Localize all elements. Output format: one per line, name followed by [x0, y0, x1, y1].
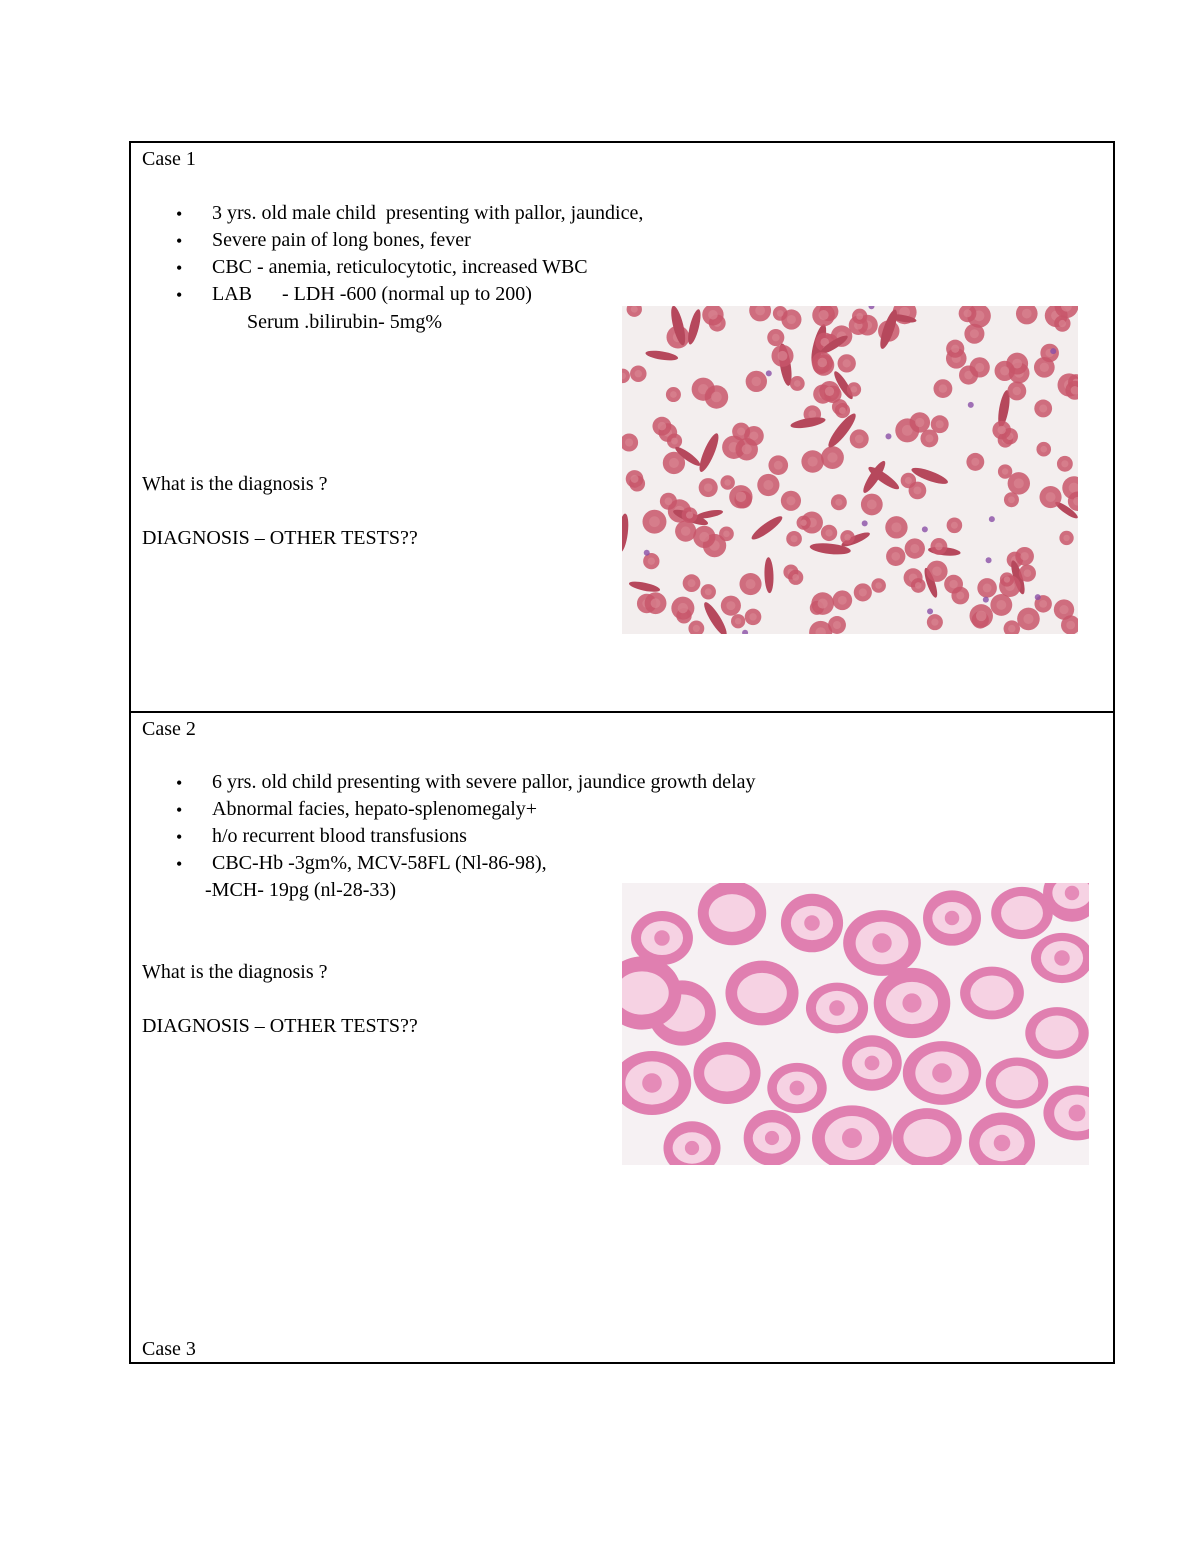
red-cell-shape	[977, 578, 997, 598]
red-cell-shape	[667, 433, 682, 448]
case-1-question: What is the diagnosis ?	[142, 473, 328, 495]
bullet-icon: •	[176, 285, 183, 305]
red-cell-shape	[926, 561, 947, 582]
blood-smear-image-1	[622, 306, 1078, 634]
red-cell-shape	[699, 478, 718, 497]
case-2-followup: DIAGNOSIS – OTHER TESTS??	[142, 1015, 418, 1037]
red-cell-shape	[812, 352, 833, 373]
red-cell-shape	[693, 526, 715, 548]
red-cell-shape	[970, 604, 993, 627]
red-cell-shape	[671, 597, 694, 620]
red-cell-shape	[1054, 315, 1070, 331]
case-1-bullet-3: CBC - anemia, reticulocytotic, increased WBC	[212, 256, 588, 278]
red-cell-shape	[675, 521, 696, 542]
bullet-icon: •	[176, 827, 183, 847]
target-cell-shape	[923, 890, 981, 945]
target-cell-shape	[874, 968, 951, 1038]
red-cell-shape	[828, 616, 846, 634]
red-cell-shape	[1034, 400, 1052, 418]
red-cell-shape	[838, 354, 856, 372]
red-cell-shape	[746, 371, 767, 392]
case-2-box	[129, 711, 1115, 1364]
red-cell-shape	[871, 578, 886, 593]
red-cell-shape	[801, 450, 824, 473]
platelet-shape	[983, 597, 989, 603]
red-cell-shape	[786, 531, 802, 547]
red-cell-shape	[1015, 547, 1034, 566]
red-cell-shape	[757, 474, 779, 496]
target-cell-shape	[1025, 1007, 1088, 1059]
red-cell-shape	[931, 415, 949, 433]
target-cell-shape	[744, 1110, 801, 1165]
platelet-shape	[968, 402, 974, 408]
red-cell-shape	[966, 453, 984, 471]
red-cell-shape	[739, 573, 761, 595]
bullet-icon: •	[176, 258, 183, 278]
red-cell-shape	[745, 609, 762, 626]
red-cell-shape	[1004, 492, 1019, 507]
platelet-shape	[927, 608, 933, 614]
target-cell-shape	[842, 1035, 901, 1090]
red-cell-shape	[781, 491, 801, 511]
platelet-shape	[989, 516, 995, 522]
red-cell-shape	[771, 345, 793, 367]
red-cell-shape	[683, 574, 701, 592]
case-2-question: What is the diagnosis ?	[142, 961, 328, 983]
case-1-title: Case 1	[142, 148, 196, 170]
red-cell-shape	[1007, 382, 1026, 401]
target-cell-shape	[767, 1063, 826, 1113]
case-1-followup: DIAGNOSIS – OTHER TESTS??	[142, 527, 418, 549]
red-cell-shape	[1054, 599, 1074, 619]
red-cell-shape	[1040, 344, 1059, 363]
platelet-shape	[1050, 348, 1056, 354]
red-cell-shape	[701, 584, 716, 599]
red-cell-shape	[642, 510, 666, 534]
red-cell-shape	[905, 538, 925, 558]
red-cell-shape	[1017, 608, 1040, 631]
red-cell-shape	[934, 379, 953, 398]
red-cell-shape	[944, 575, 963, 594]
red-cell-shape	[840, 530, 854, 544]
red-cell-shape	[660, 493, 677, 510]
red-cell-shape	[1019, 565, 1036, 582]
case-2-bullet-4: CBC-Hb -3gm%, MCV-58FL (Nl-86-98),	[212, 852, 547, 874]
red-cell-shape	[831, 494, 847, 510]
bullet-icon: •	[176, 800, 183, 820]
red-cell-shape	[773, 306, 788, 321]
red-cell-shape	[630, 365, 647, 382]
red-cell-shape	[1059, 531, 1073, 545]
blood-smear-image-2	[622, 883, 1089, 1165]
case-1-bullet-2: Severe pain of long bones, fever	[212, 229, 471, 251]
red-cell-shape	[990, 594, 1012, 616]
red-cell-shape	[930, 538, 947, 555]
case-1-box	[129, 141, 1115, 713]
red-cell-shape	[901, 473, 916, 488]
red-cell-shape	[626, 470, 644, 488]
red-cell-shape	[1000, 572, 1014, 586]
red-cell-shape	[1039, 486, 1061, 508]
case-2-bullet-3: h/o recurrent blood transfusions	[212, 825, 467, 847]
red-cell-shape	[720, 475, 734, 489]
target-cell-shape	[960, 967, 1024, 1020]
red-cell-shape	[721, 596, 741, 616]
red-cell-shape	[735, 438, 758, 461]
target-cell-shape	[903, 1041, 981, 1105]
red-cell-shape	[729, 485, 752, 508]
platelet-shape	[862, 520, 868, 526]
red-cell-shape	[821, 525, 837, 541]
red-cell-shape	[1057, 456, 1073, 472]
case-2-continuation: -MCH- 19pg (nl-28-33)	[205, 879, 397, 901]
red-cell-shape	[788, 570, 803, 585]
red-cell-shape	[885, 516, 907, 538]
red-cell-shape	[768, 455, 788, 475]
case-1-bullet-1: 3 yrs. old male child presenting with pallor, jaundice,	[212, 202, 644, 224]
platelet-shape	[1035, 594, 1041, 600]
platelet-shape	[986, 557, 992, 563]
case-2-bullet-1: 6 yrs. old child presenting with severe pallor, jaundice growth delay	[212, 771, 756, 793]
bullet-icon: •	[176, 204, 183, 224]
bullet-icon: •	[176, 231, 183, 251]
platelet-shape	[644, 550, 650, 556]
red-cell-shape	[861, 494, 883, 516]
red-cell-shape	[732, 423, 750, 441]
red-cell-shape	[1008, 472, 1030, 494]
red-cell-shape	[645, 592, 667, 614]
target-cell-shape	[725, 961, 798, 1026]
red-cell-shape	[821, 446, 844, 469]
platelet-shape	[885, 433, 891, 439]
red-cell-shape	[652, 417, 671, 436]
target-cell-shape	[693, 1042, 760, 1104]
platelet-shape	[922, 526, 928, 532]
red-cell-shape	[886, 547, 905, 566]
red-cell-shape	[850, 429, 869, 448]
red-cell-shape	[946, 340, 964, 358]
red-cell-shape	[811, 592, 834, 615]
bullet-icon: •	[176, 854, 183, 874]
red-cell-shape	[854, 583, 872, 601]
platelet-shape	[766, 370, 772, 376]
red-cell-shape	[835, 403, 850, 418]
red-cell-shape	[995, 361, 1015, 381]
red-cell-shape	[1036, 442, 1051, 457]
red-cell-shape	[790, 376, 805, 391]
red-cell-shape	[819, 381, 840, 402]
target-cell-shape	[698, 883, 766, 945]
red-cell-shape	[911, 578, 926, 593]
target-cell-shape	[843, 910, 921, 976]
red-cell-shape	[947, 518, 963, 534]
target-cell-shape	[781, 894, 843, 953]
red-cell-shape	[970, 357, 990, 377]
red-cell-shape	[992, 421, 1011, 440]
case-2-title: Case 2	[142, 718, 196, 740]
red-cell-shape	[767, 329, 784, 346]
red-cell-shape	[797, 516, 811, 530]
red-cell-shape	[705, 385, 728, 408]
red-cell-shape	[682, 507, 698, 523]
target-cell-shape	[986, 1058, 1049, 1109]
bullet-icon: •	[176, 773, 183, 793]
red-cell-shape	[832, 590, 852, 610]
case-3-title: Case 3	[142, 1338, 196, 1360]
case-1-bullet-4: LAB - LDH -600 (normal up to 200)	[212, 283, 532, 305]
red-cell-shape	[847, 382, 861, 396]
red-cell-shape	[910, 412, 930, 432]
case-1-continuation: Serum .bilirubin- 5mg%	[247, 311, 442, 333]
red-cell-shape	[731, 614, 745, 628]
case-2-bullet-2: Abnormal facies, hepato-splenomegaly+	[212, 798, 538, 820]
red-cell-shape	[666, 387, 681, 402]
red-cell-shape	[852, 309, 867, 324]
red-cell-shape	[927, 614, 943, 630]
target-cell-shape	[806, 983, 868, 1034]
